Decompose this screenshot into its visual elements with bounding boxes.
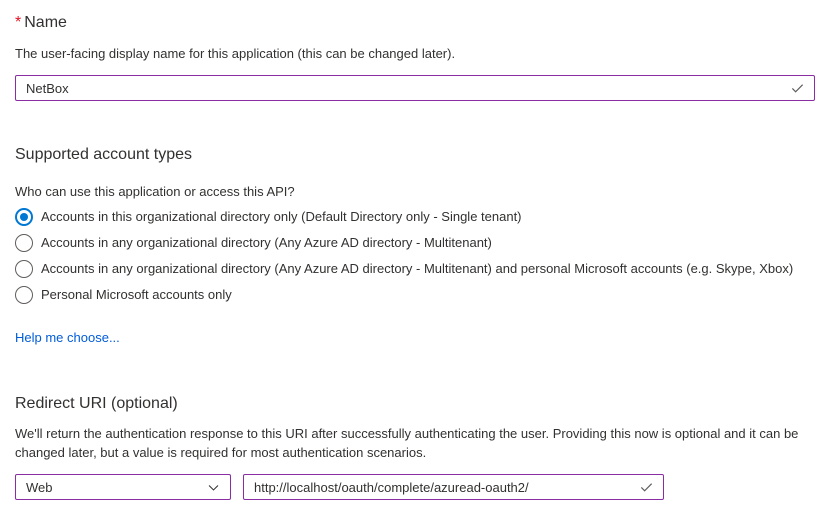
name-description: The user-facing display name for this application (this can be changed later). [15,46,456,61]
radio-option-label: Personal Microsoft accounts only [41,287,232,302]
redirect-uri-description: We'll return the authentication response to this URI after successfully authenticating the user. Providing this now is optional and it can be changed later, but a value is required for most authentication scenarios. [15,426,799,460]
radio-option-label: Accounts in this organizational directory only (Default Directory only - Single tenant) [41,209,522,224]
name-input-container [15,75,815,101]
radio-option-personal-only[interactable] [15,282,815,308]
radio-option-label: Accounts in any organizational directory (Any Azure AD directory - Multitenant) and personal Microsoft accounts (e.g. Skype, Xbox) [41,261,794,276]
radio-option-multitenant[interactable] [15,230,815,256]
chevron-down-icon [207,481,220,494]
platform-select[interactable] [15,474,231,500]
redirect-uri-row [15,474,815,500]
radio-option-single-tenant[interactable] [15,204,815,230]
platform-select-value: Web [26,479,53,495]
required-asterisk: * [15,14,22,31]
help-me-choose-link[interactable]: Help me choose... [15,330,120,345]
account-type-radio-group [15,204,815,308]
radio-option-label: Accounts in any organizational directory (Any Azure AD directory - Multitenant) [41,235,492,250]
redirect-uri-input[interactable] [243,474,664,500]
radio-button[interactable] [15,234,33,252]
help-link-row [15,329,815,347]
account-types-question: Who can use this application or access this API? [15,184,295,199]
name-section-title: Name [24,14,67,31]
name-field-label [15,12,815,33]
name-input[interactable] [15,75,815,101]
radio-option-multitenant-personal[interactable] [15,256,815,282]
account-types-title: Supported account types [15,146,193,163]
radio-button[interactable] [15,286,33,304]
redirect-uri-input-container [243,474,664,500]
redirect-uri-title: Redirect URI (optional) [15,395,178,412]
radio-button[interactable] [15,260,33,278]
radio-button[interactable] [15,208,33,226]
